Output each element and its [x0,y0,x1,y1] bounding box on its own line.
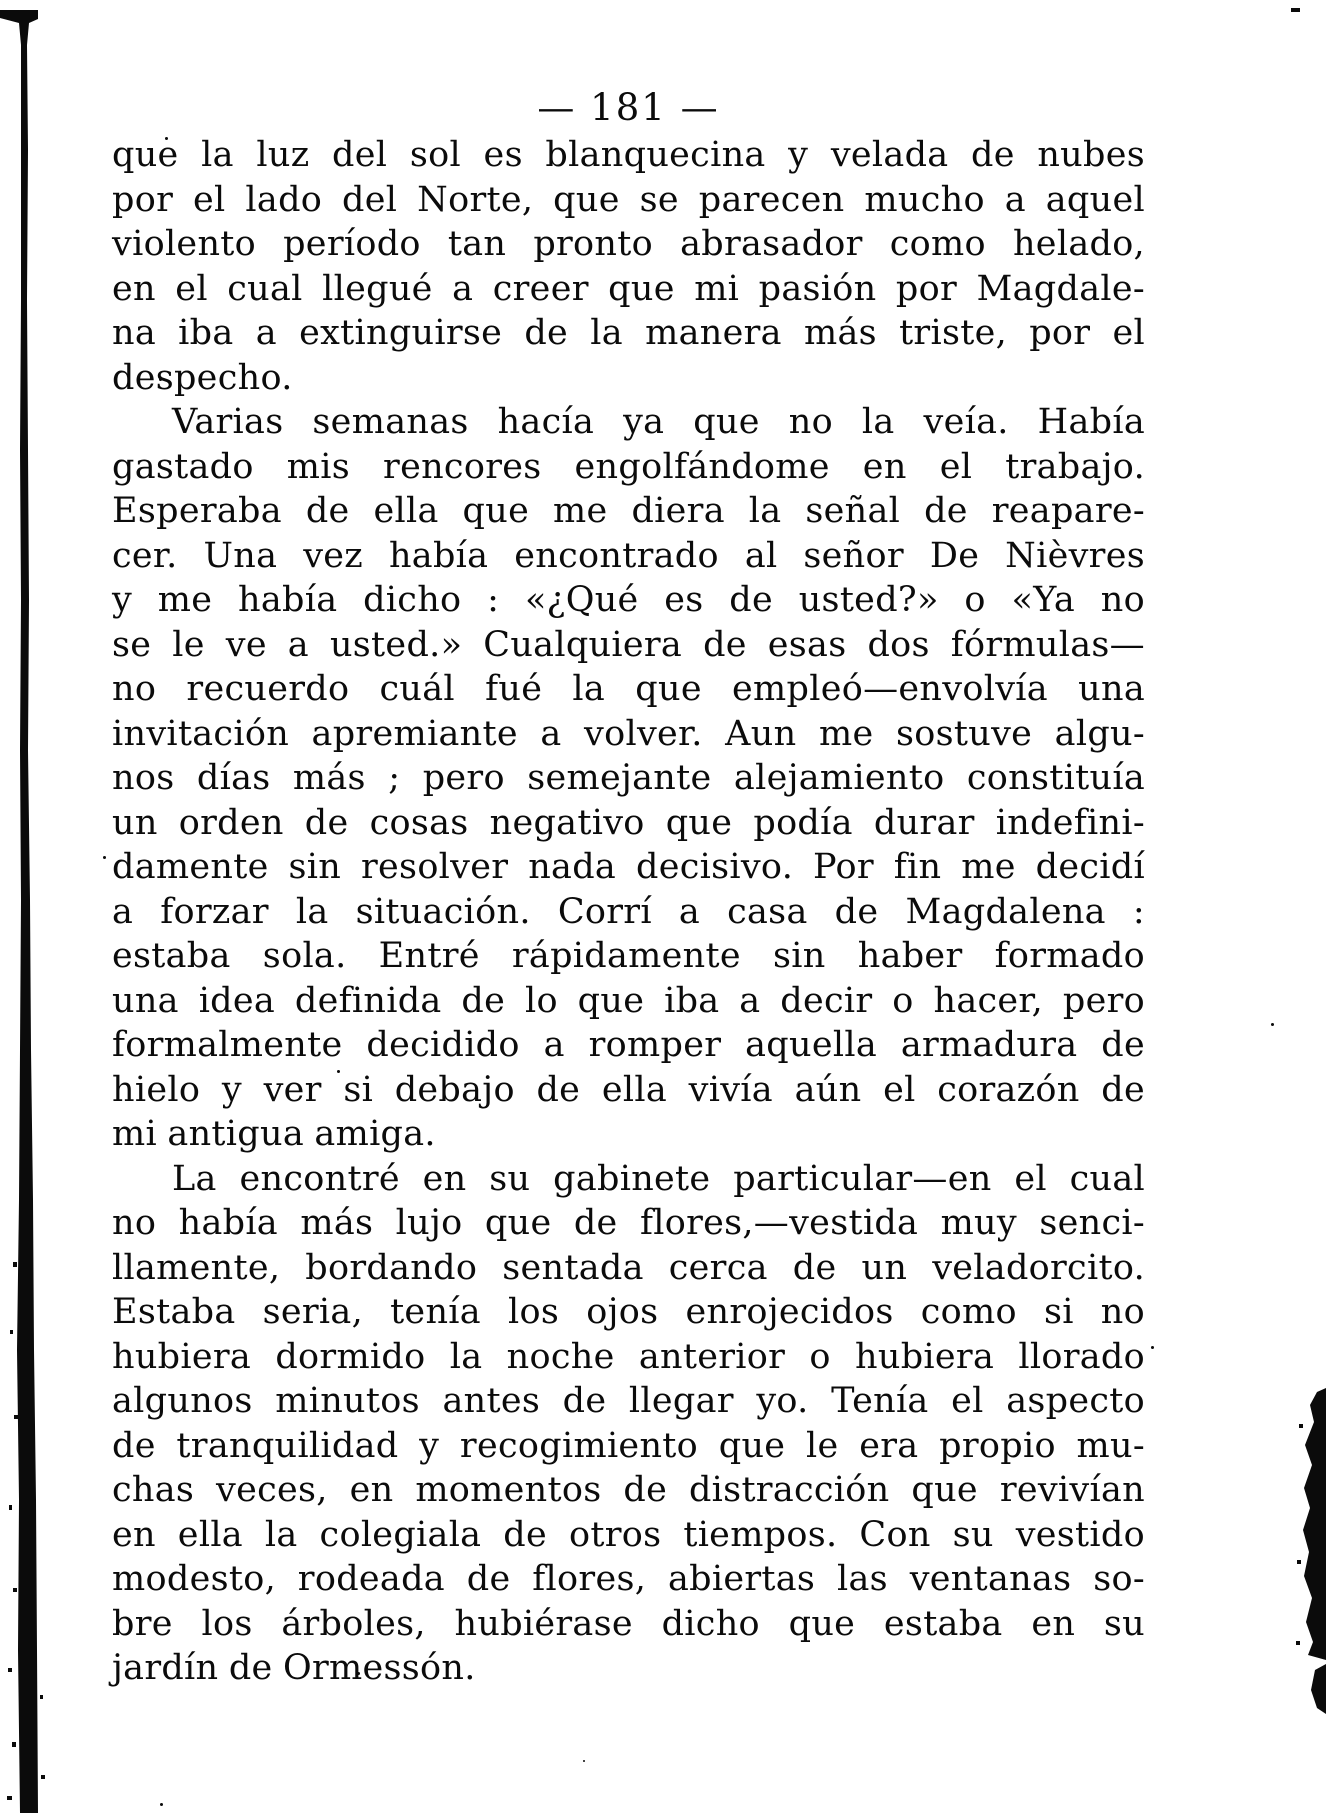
text-line: en ella la colegiala de otros tiempos. Con su vestido [112,1514,1145,1555]
text-line: hubiera dormido la noche anterior o hubiera llorado [112,1336,1145,1377]
text-line: Esperaba de ella que me diera la señal de reapare- [112,491,1145,531]
text-line: por el lado del Norte, que se parecen mucho a aquel [112,179,1145,220]
text-line: de tranquilidad y recogimiento que le era propio mu- [112,1425,1145,1466]
scan-speck [160,1803,163,1806]
text-line: llamente, bordando sentada cerca de un veladorcito. [112,1247,1145,1288]
binding-ink-bar [0,10,38,1813]
text-line: algunos minutos antes de llegar yo. Tenía el aspecto [112,1381,1145,1421]
text-line: estaba sola. Entré rápidamente sin haber formado [112,936,1145,976]
text-line: gastado mis rencores engolfándome en el trabajo. [112,446,1145,487]
text-line: modesto, rodeada de flores, abiertas las ventanas so- [112,1559,1145,1599]
text-line: nos días más ; pero semejante alejamiento constituía [112,758,1145,798]
body-text [112,133,1145,1691]
text-line: invitación apremiante a volver. Aun me sostuve algu- [112,713,1145,754]
text-line: Estaba seria, tenía los ojos enrojecidos como si no [112,1292,1145,1332]
text-line: jardín de Ormessón. [112,1648,476,1688]
scan-speck [103,856,106,859]
scan-speck [1271,1023,1274,1026]
text-line: una idea definida de lo que iba a decir o hacer, pero [112,980,1145,1021]
text-line: se le ve a usted.» Cualquiera de esas dos fórmulas— [112,624,1145,665]
text-line: chas veces, en momentos de distracción que revivían [112,1470,1145,1510]
text-line: hielo y ver si debajo de ella vivía aún el corazón de [112,1069,1145,1110]
text-line: Varias semanas hacía ya que no la veía. Había [172,402,1145,442]
ink-smudge [1303,1388,1326,1660]
ink-smudge-tail [1311,1664,1326,1714]
text-line: formalmente decidido a romper aquella armadura de [112,1025,1145,1065]
text-line: na iba a extinguirse de la manera más triste, por el [112,313,1145,353]
text-line: despecho. [112,357,293,398]
text-line: violento período tan pronto abrasador como helado, [112,224,1145,264]
scan-speck [583,1760,585,1762]
text-line: a forzar la situación. Corrí a casa de Magdalena : [112,891,1145,932]
text-line: en el cual llegué a creer que mi pasión por Magdale- [112,268,1145,309]
text-line: no recuerdo cuál fué la que empleó—envolvía una [112,669,1145,709]
text-line: que la luz del sol es blanquecina y velada de nubes [112,135,1145,175]
page-number: — 181 — [537,86,720,129]
text-line: damente sin resolver nada decisivo. Por fin me decidí [112,847,1145,887]
text-line: mi antigua amiga. [112,1114,436,1154]
text-line: y me había dicho : «¿Qué es de usted?» o «Ya no [112,580,1145,620]
scan-speck [1151,1346,1154,1349]
text-line: cer. Una vez había encontrado al señor De Nièvres [112,535,1145,576]
text-line: La encontré en su gabinete particular—en el cual [172,1158,1145,1199]
text-line: bre los árboles, hubiérase dicho que estaba en su [112,1603,1145,1644]
text-line: no había más lujo que de flores,—vestida muy senci- [112,1203,1145,1243]
text-line: un orden de cosas negativo que podía durar indefini- [112,802,1145,843]
smudge-noise [1291,8,1303,1645]
